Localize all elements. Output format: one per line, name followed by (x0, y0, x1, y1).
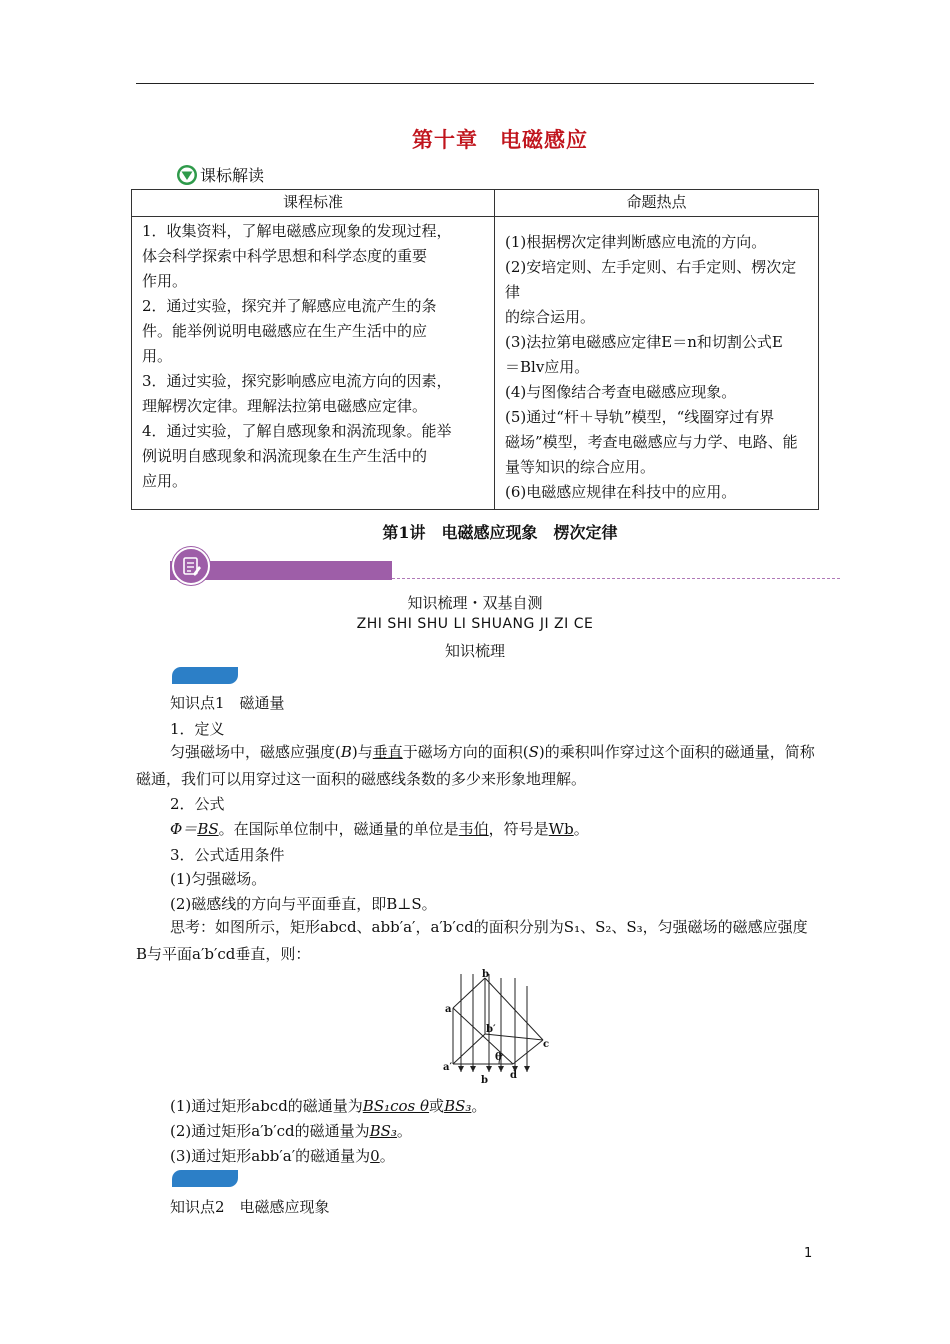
answer-blank: BS₁cos θ (362, 1097, 430, 1115)
standard-line: 理解楞次定律。理解法拉第电磁感应定律。 (142, 397, 428, 415)
question-1 (170, 1095, 486, 1116)
banner-heading: 知识梳理・双基自测 (407, 594, 543, 612)
text: (1)通过矩形abcd的磁通量为 (170, 1097, 363, 1115)
standard-line: 作用。 (142, 272, 188, 290)
header-rule (136, 83, 814, 84)
knowledge-point-tag (172, 667, 238, 684)
label-a: a (445, 1004, 452, 1015)
text: 于磁场方向的面积( (402, 743, 529, 761)
kp2-title: 知识点2 电磁感应现象 (170, 1198, 330, 1216)
definition-paragraph (136, 739, 816, 793)
standard-line: 应用。 (142, 472, 188, 490)
condition-2: (2)磁感线的方向与平面垂直，即B⊥S。 (170, 895, 437, 913)
section-label-text: 课标解读 (200, 166, 265, 185)
hotspot-line: (3)法拉第电磁感应定律E＝n和切割公式E (505, 333, 783, 351)
hotspot-line: 量等知识的综合应用。 (505, 458, 656, 476)
hotspots-cell (495, 217, 819, 510)
condition-label: 3．公式适用条件 (170, 846, 285, 864)
text: 或 (429, 1097, 445, 1115)
standard-line: 体会科学探索中科学思想和科学态度的重要 (142, 247, 428, 265)
lesson-title: 第1讲 电磁感应现象 楞次定律 (382, 523, 618, 542)
label-b-bottom: b (481, 1075, 488, 1086)
hotspot-line: (2)安培定则、左手定则、右手定则、楞次定律 (505, 258, 797, 301)
label-theta: θ (495, 1052, 502, 1063)
banner-divider (392, 578, 840, 579)
page-number: 1 (804, 1246, 813, 1261)
text: 匀强磁场中，磁感应强度( (170, 743, 341, 761)
chapter-title: 第十章 电磁感应 (412, 127, 588, 152)
standards-cell (132, 217, 495, 510)
notes-icon (172, 547, 210, 585)
standard-line: 1．收集资料，了解电磁感应现象的发现过程， (142, 222, 452, 240)
hotspot-line: (1)根据楞次定律判断感应电流的方向。 (505, 233, 767, 251)
hotspot-line: (4)与图像结合考查电磁感应现象。 (505, 383, 737, 401)
standard-line: 3．通过实验，探究影响感应电流方向的因素， (142, 372, 452, 390)
text: (3)通过矩形abb′a′的磁通量为 (170, 1147, 371, 1165)
knowledge-point-tag (172, 1170, 238, 1187)
text: 。 (379, 1147, 395, 1165)
flux-rectangles-figure (443, 968, 555, 1086)
answer-blank: Wb (548, 820, 574, 838)
section-label (176, 163, 264, 186)
text: )的乘积叫作穿过这个面积的磁通量，简称磁通，我们可以用穿过这一面积的磁感线条数的多少来形象地理解。 (136, 743, 815, 788)
down-triangle-icon (176, 164, 198, 186)
hotspot-line: 的综合运用。 (505, 308, 596, 326)
standard-line: 例说明自感现象和涡流现象在生产生活中的 (142, 447, 428, 465)
kp1-title: 知识点1 磁通量 (170, 694, 285, 712)
label-a-prime: a′ (443, 1062, 453, 1073)
text: 。 (573, 820, 589, 838)
symbol-b: B (340, 743, 352, 761)
answer-blank: BS (197, 820, 219, 838)
text: ，符号是 (488, 820, 549, 838)
think-paragraph: 思考：如图所示，矩形abcd、abb′a′，a′b′cd的面积分别为S₁、S₂、S₃，匀强磁场的磁感应强度B与平面a′b′cd垂直，则： (136, 918, 808, 963)
hotspot-line: 磁场”模型，考查电磁感应与力学、电路、能 (505, 433, 798, 451)
text: (2)通过矩形a′b′cd的磁通量为 (170, 1122, 370, 1140)
answer-blank: BS₃ (444, 1097, 472, 1115)
banner-pinyin: ZHI SHI SHU LI SHUANG JI ZI CE (356, 616, 594, 632)
question-2 (170, 1120, 412, 1141)
text: )与 (351, 743, 373, 761)
condition-1: (1)匀强磁场。 (170, 870, 267, 888)
table-header-row (132, 190, 819, 217)
text: 。 (396, 1122, 412, 1140)
label-d: d (510, 1070, 517, 1081)
table-row (132, 217, 819, 510)
standard-line: 4．通过实验，了解自感现象和涡流现象。能举 (142, 422, 452, 440)
table-header: 命题热点 (495, 190, 819, 217)
def-label: 1．定义 (170, 720, 225, 738)
table-header: 课程标准 (132, 190, 495, 217)
text: 。 (471, 1097, 487, 1115)
hotspot-line: ＝Blv应用。 (505, 358, 590, 376)
subheading: 知识梳理 (444, 642, 505, 660)
answer-blank: 0 (370, 1147, 380, 1165)
text: 。在国际单位制中，磁通量的单位是 (218, 820, 459, 838)
formula-line (170, 818, 589, 839)
curriculum-table (131, 189, 819, 510)
standard-line: 件。能举例说明电磁感应在生产生活中的应 (142, 322, 428, 340)
symbol-s: S (528, 743, 539, 761)
hotspot-line: (5)通过“杆＋导轨”模型，“线圈穿过有界 (505, 408, 775, 426)
formula-label: 2．公式 (170, 795, 225, 813)
answer-blank: BS₃ (369, 1122, 397, 1140)
standard-line: 2．通过实验，探究并了解感应电流产生的条 (142, 297, 437, 315)
answer-blank: 垂直 (372, 743, 403, 761)
label-c: c (543, 1039, 550, 1050)
question-3 (170, 1145, 395, 1166)
standard-line: 用。 (142, 347, 173, 365)
text: Φ＝ (170, 820, 198, 838)
hotspot-line: (6)电磁感应规律在科技中的应用。 (505, 483, 737, 501)
label-b-prime: b′ (486, 1024, 496, 1035)
label-b: b (482, 969, 489, 980)
answer-blank: 韦伯 (458, 820, 489, 838)
